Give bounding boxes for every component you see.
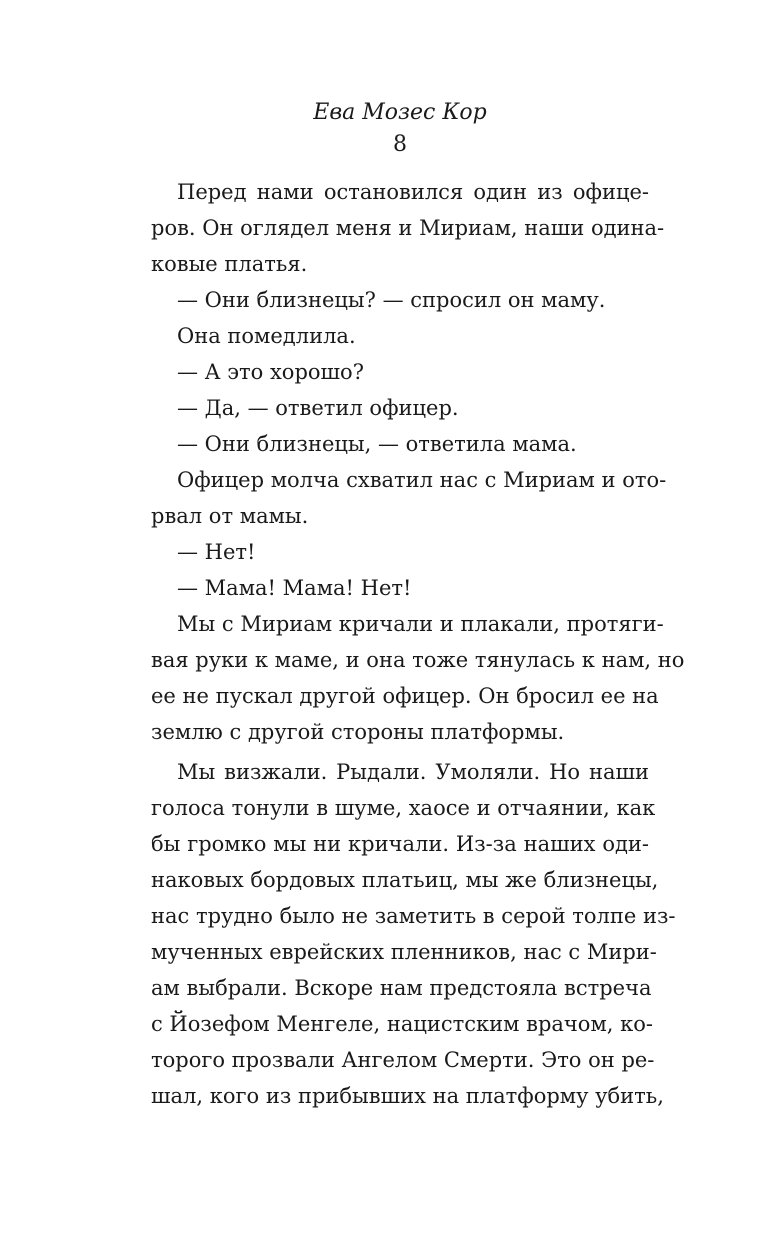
text-line: ам выбрали. Вскоре нам предстояла встреча <box>151 976 652 1000</box>
page-number: 8 <box>393 132 407 157</box>
paragraph <box>151 462 667 534</box>
text-line: — Они близнецы? — спросил он маму. <box>177 288 606 312</box>
paragraph <box>151 606 685 750</box>
text-line: вая руки к маме, и она тоже тянулась к нам, но <box>151 648 685 672</box>
paragraph <box>151 174 665 282</box>
paragraph <box>151 318 649 354</box>
dialogue-line <box>151 390 649 426</box>
dialogue-line <box>151 354 649 390</box>
text-line: нас трудно было не заметить в серой толпе из- <box>151 904 676 928</box>
text-line: ее не пускал другой офицер. Он бросил ее на <box>151 684 659 708</box>
text-line: — А это хорошо? <box>177 360 364 384</box>
text-line: рвал от мамы. <box>151 504 309 528</box>
text-line: — Они близнецы, — ответила мама. <box>177 432 577 456</box>
text-line: — Нет! <box>177 540 256 564</box>
paragraph <box>151 754 676 1114</box>
dialogue-line <box>151 426 649 462</box>
text-line: мученных еврейских пленников, нас с Мири- <box>151 940 657 964</box>
text-line: Она помедлила. <box>177 324 356 348</box>
text-line: голоса тонули в шуме, хаосе и отчаянии, как <box>151 796 656 820</box>
dialogue-line <box>151 282 649 318</box>
text-line: землю с другой стороны платформы. <box>151 720 565 744</box>
text-line: Офицер молча схватил нас с Мириам и ото- <box>177 468 667 492</box>
text-line: наковых бордовых платьиц, мы же близнецы, <box>151 868 659 892</box>
body-text <box>151 174 685 1114</box>
running-header <box>0 98 768 160</box>
text-line: торого прозвали Ангелом Смерти. Это он ре- <box>151 1048 655 1072</box>
dialogue-line <box>151 570 649 606</box>
text-line: ковые платья. <box>151 252 308 276</box>
text-line: ров. Он оглядел меня и Мириам, наши одина- <box>151 216 665 240</box>
text-line: — Мама! Мама! Нет! <box>177 576 412 600</box>
text-line: — Да, — ответил офицер. <box>177 396 459 420</box>
text-line: шал, кого из прибывших на платформу убить, <box>151 1084 664 1108</box>
author-name: Ева Мозес Кор <box>313 100 487 125</box>
text-line: Мы с Мириам кричали и плакали, протяги- <box>177 612 664 636</box>
text-line: с Йозефом Менгеле, нацистским врачом, ко- <box>151 1012 653 1036</box>
text-line: Перед нами остановился один из офице- <box>177 180 649 204</box>
dialogue-line <box>151 534 649 570</box>
text-line: бы громко мы ни кричали. Из-за наших оди- <box>151 832 649 856</box>
text-line: Мы визжали. Рыдали. Умоляли. Но наши <box>177 760 649 784</box>
